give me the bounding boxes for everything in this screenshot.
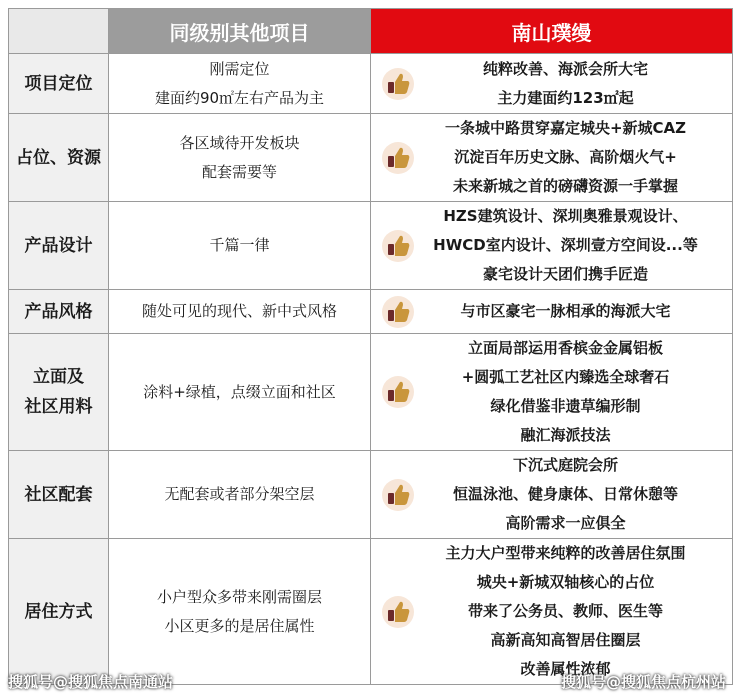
table-row <box>9 54 733 114</box>
nanshan-puman-cell <box>371 539 733 685</box>
thumbs-up-icon <box>381 229 415 263</box>
nanshan-puman-cell <box>371 54 733 114</box>
row-label-line: 产品风格 <box>24 301 93 322</box>
other-project-cell <box>109 54 371 114</box>
other-project-cell-line: 小户型众多带来刚需圈层 <box>156 587 322 606</box>
nanshan-puman-cell-line: 下沉式庭院会所 <box>512 456 618 474</box>
other-project-cell-line: 涂料+绿植，点缀立面和社区 <box>143 382 336 401</box>
table-row <box>9 202 733 290</box>
table-row <box>9 290 733 334</box>
nanshan-puman-cell-line: 主力建面约123㎡起 <box>497 88 634 107</box>
row-label <box>9 539 109 685</box>
other-project-cell-line: 无配套或者部分架空层 <box>164 485 315 503</box>
row-label-line: 占位、资源 <box>16 147 101 168</box>
row-label-line: 立面及 <box>33 367 84 387</box>
row-label <box>9 114 109 202</box>
other-project-cell <box>109 451 371 539</box>
nanshan-puman-cell <box>371 202 733 290</box>
watermark-left: 搜狐号@搜狐焦点南通站 <box>8 673 174 691</box>
row-label <box>9 202 109 290</box>
other-project-cell-line: 随处可见的现代、新中式风格 <box>141 302 337 320</box>
header-other-projects: 同级别其他项目 <box>109 9 371 54</box>
table-row <box>9 451 733 539</box>
nanshan-puman-cell <box>371 334 733 451</box>
row-label-line: 社区配套 <box>24 484 93 505</box>
thumbs-up-icon <box>381 375 415 409</box>
watermark-right: 搜狐号@搜狐焦点杭州站 <box>560 673 726 691</box>
other-project-cell-line: 各区域待开发板块 <box>179 133 300 152</box>
nanshan-puman-cell-line: HWCD室内设计、深圳壹方空间设...等 <box>433 236 698 254</box>
thumbs-up-icon <box>381 67 415 101</box>
table-row <box>9 539 733 685</box>
row-label <box>9 290 109 334</box>
row-label <box>9 54 109 114</box>
nanshan-puman-cell-line: 改善属性浓郁 <box>520 660 611 678</box>
other-project-cell-line: 建面约90㎡左右产品为主 <box>154 88 325 107</box>
header-nanshan-puman: 南山璞缦 <box>371 9 733 54</box>
header-row <box>9 9 733 54</box>
other-project-cell <box>109 202 371 290</box>
thumbs-up-icon <box>381 141 415 175</box>
thumbs-up-icon <box>381 595 415 629</box>
other-project-cell <box>109 290 371 334</box>
row-label-line: 社区用料 <box>24 397 93 417</box>
nanshan-puman-cell-line: 恒温泳池、健身康体、日常休憩等 <box>452 485 678 503</box>
nanshan-puman-cell-line: 带来了公务员、教师、医生等 <box>467 602 663 620</box>
thumbs-up-icon <box>381 478 415 512</box>
nanshan-puman-cell-line: 高新高知高智居住圈层 <box>490 631 641 649</box>
other-project-cell-line: 刚需定位 <box>209 59 270 78</box>
nanshan-puman-cell-line: 纯粹改善、海派会所大宅 <box>482 59 648 78</box>
nanshan-puman-cell-line: 沉淀百年历史文脉、高阶烟火气+ <box>454 148 677 166</box>
table-row <box>9 334 733 451</box>
other-project-cell <box>109 539 371 685</box>
other-project-cell <box>109 334 371 451</box>
other-project-cell <box>109 114 371 202</box>
nanshan-puman-cell-line: 融汇海派技法 <box>520 426 611 444</box>
nanshan-puman-cell-line: HZS建筑设计、深圳奥雅景观设计、 <box>443 207 688 225</box>
nanshan-puman-cell-line: 立面局部运用香槟金金属铝板 <box>467 339 663 357</box>
thumbs-up-icon <box>381 295 415 329</box>
nanshan-puman-cell-line: 高阶需求一应俱全 <box>505 514 626 532</box>
nanshan-puman-cell <box>371 114 733 202</box>
comparison-table <box>8 8 733 685</box>
table-row <box>9 114 733 202</box>
nanshan-puman-cell-line: 主力大户型带来纯粹的改善居住氛围 <box>445 544 686 562</box>
other-project-cell-line: 小区更多的是居住属性 <box>164 616 315 635</box>
nanshan-puman-cell <box>371 451 733 539</box>
other-project-cell-line: 千篇一律 <box>209 236 270 254</box>
row-label-line: 项目定位 <box>24 73 93 94</box>
other-project-cell-line: 配套需要等 <box>201 162 277 181</box>
header-corner <box>9 9 109 54</box>
nanshan-puman-cell-line: +圆弧工艺社区内臻选全球奢石 <box>461 368 670 386</box>
row-label-line: 产品设计 <box>24 235 93 256</box>
row-label <box>9 451 109 539</box>
nanshan-puman-cell-line: 未来新城之首的磅礴资源一手掌握 <box>452 177 678 195</box>
nanshan-puman-cell <box>371 290 733 334</box>
nanshan-puman-cell-line: 城央+新城双轴核心的占位 <box>476 573 655 591</box>
nanshan-puman-cell-line: 一条城中路贯穿嘉定城央+新城CAZ <box>444 119 687 137</box>
row-label-line: 居住方式 <box>24 601 93 622</box>
nanshan-puman-cell-line: 与市区豪宅一脉相承的海派大宅 <box>460 302 671 320</box>
row-label <box>9 334 109 451</box>
nanshan-puman-cell-line: 豪宅设计天团们携手匠造 <box>482 265 648 283</box>
nanshan-puman-cell-line: 绿化借鉴非遗草编形制 <box>490 397 641 415</box>
